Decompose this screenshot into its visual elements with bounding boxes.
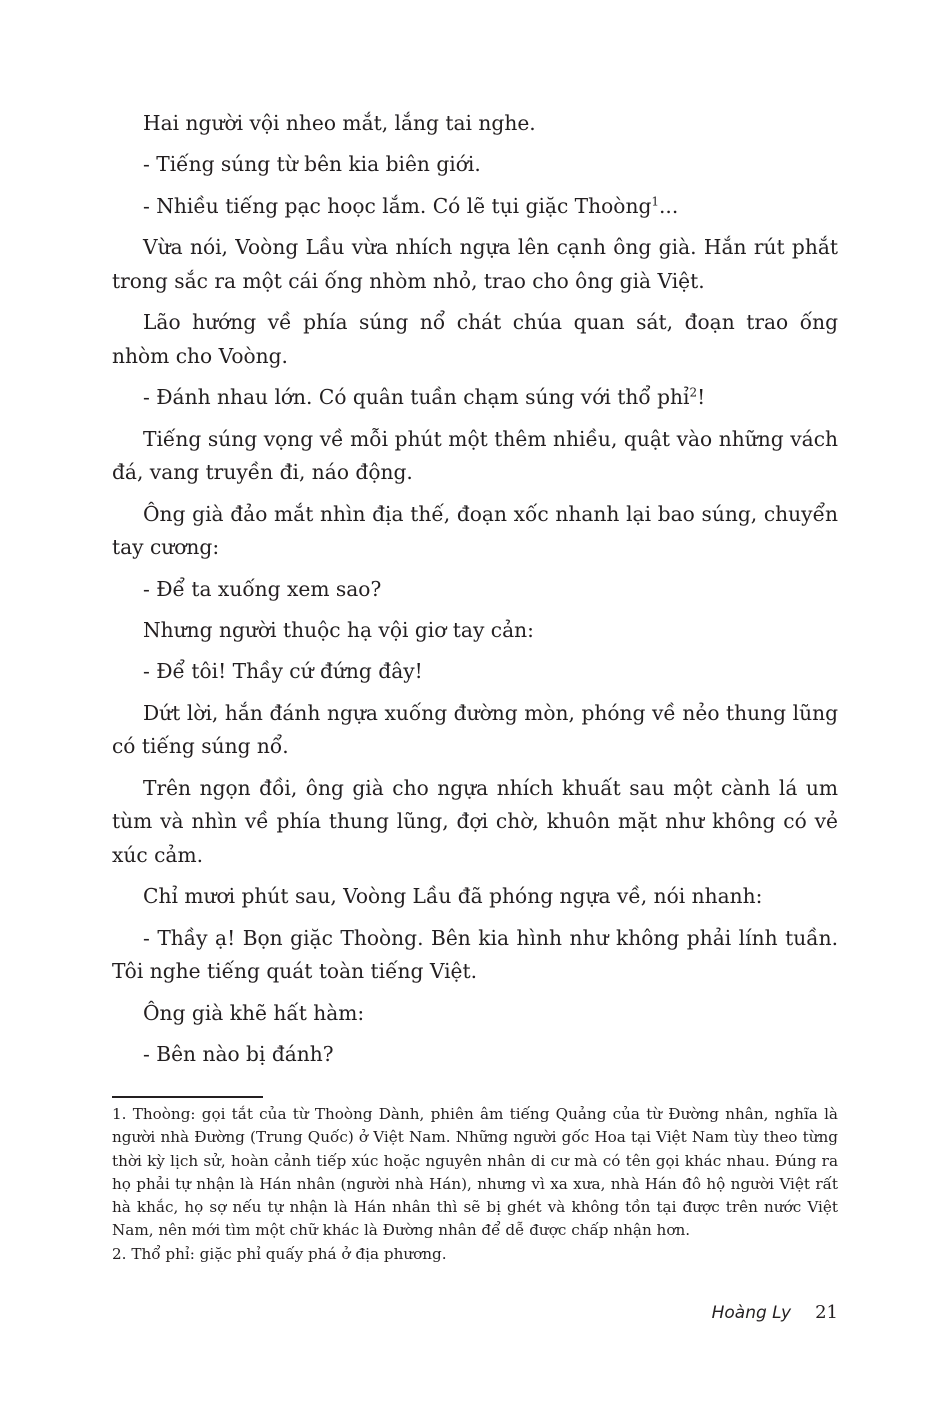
paragraph: Trên ngọn đồi, ông già cho ngựa nhích khuất sau một cành lá um tùm và nhìn về phía thung lũng, đợi chờ, khuôn mặt như không có vẻ xúc cảm. [112,775,838,867]
paragraph: Ông già đảo mắt nhìn địa thế, đoạn xốc nhanh lại bao súng, chuyển tay cương: [112,501,838,560]
footnote-ref-2: 2 [689,385,698,400]
body-text [112,107,838,1079]
footnotes [112,1103,838,1266]
paragraph: - Đánh nhau lớn. Có quân tuần chạm súng với thổ phỉ$^2$! [143,385,706,410]
paragraph: Lão hướng về phía súng nổ chát chúa quan sát, đoạn trao ống nhòm cho Voòng. [112,310,838,368]
paragraph: - Để tôi! Thầy cứ đứng đây! [143,659,423,684]
paragraph: Dứt lời, hắn đánh ngựa xuống đường mòn, phóng về nẻo thung lũng có tiếng súng nổ. [112,700,838,759]
paragraph: - Thầy ạ! Bọn giặc Thoòng. Bên kia hình như không phải lính tuần. Tôi nghe tiếng quát toàn tiếng Việt. [112,925,838,984]
paragraph: Tiếng súng vọng về mỗi phút một thêm nhiều, quật vào những vách đá, vang truyền đi, náo động. [112,426,838,485]
paragraph: - Để ta xuống xem sao? [143,576,382,601]
footnote-2: 2. Thổ phỉ: giặc phỉ quấy phá ở địa phương. [112,1244,447,1263]
paragraph: Ông già khẽ hất hàm: [143,1000,365,1025]
paragraph: Chỉ mươi phút sau, Voòng Lầu đã phóng ngựa về, nói nhanh: [143,884,763,909]
paragraph: Vừa nói, Voòng Lầu vừa nhích ngựa lên cạnh ông già. Hắn rút phắt trong sắc ra một cái ống nhòm nhỏ, trao cho ông già Việt. [112,235,838,293]
running-footer [712,1301,838,1325]
page-number: 21 [815,1302,838,1323]
footnote-1: 1. Thoòng: gọi tắt của từ Thoòng Dành, phiên âm tiếng Quảng của từ Đường nhân, nghĩa là người nhà Đường (Trung Quốc) ở Việt Nam. Những người gốc Hoa tại Việt Nam tùy theo từng thời kỳ lịch sử, hoàn cảnh tiếp xúc hoặc nguyên nhân di cư mà có tên gọi khác nhau. Đúng ra họ phải tự nhận là Hán nhân (người nhà Hán), nhưng vì xa xưa, nhà Hán đô hộ người Việt rất hà khắc, họ sợ nếu tự nhận là Hán nhân thì sẽ bị ghét và không tồn tại được trên nước Việt Nam, nên mới tìm một chữ khác là Đường nhân để dễ được chấp nhận hơn. [112,1105,838,1240]
paragraph: - Bên nào bị đánh? [143,1042,334,1066]
footnote-ref-1: 1 [651,194,660,209]
author-name: Hoàng Ly [711,1303,792,1323]
paragraph: Hai người vội nheo mắt, lắng tai nghe. [143,111,536,135]
paragraph: Nhưng người thuộc hạ vội giơ tay cản: [143,617,534,642]
footnote-divider [112,1096,263,1098]
paragraph: - Tiếng súng từ bên kia biên giới. [143,152,481,177]
paragraph: - Nhiều tiếng pạc hoọc lắm. Có lẽ tụi giặc Thoòng$^1$... [143,193,679,218]
